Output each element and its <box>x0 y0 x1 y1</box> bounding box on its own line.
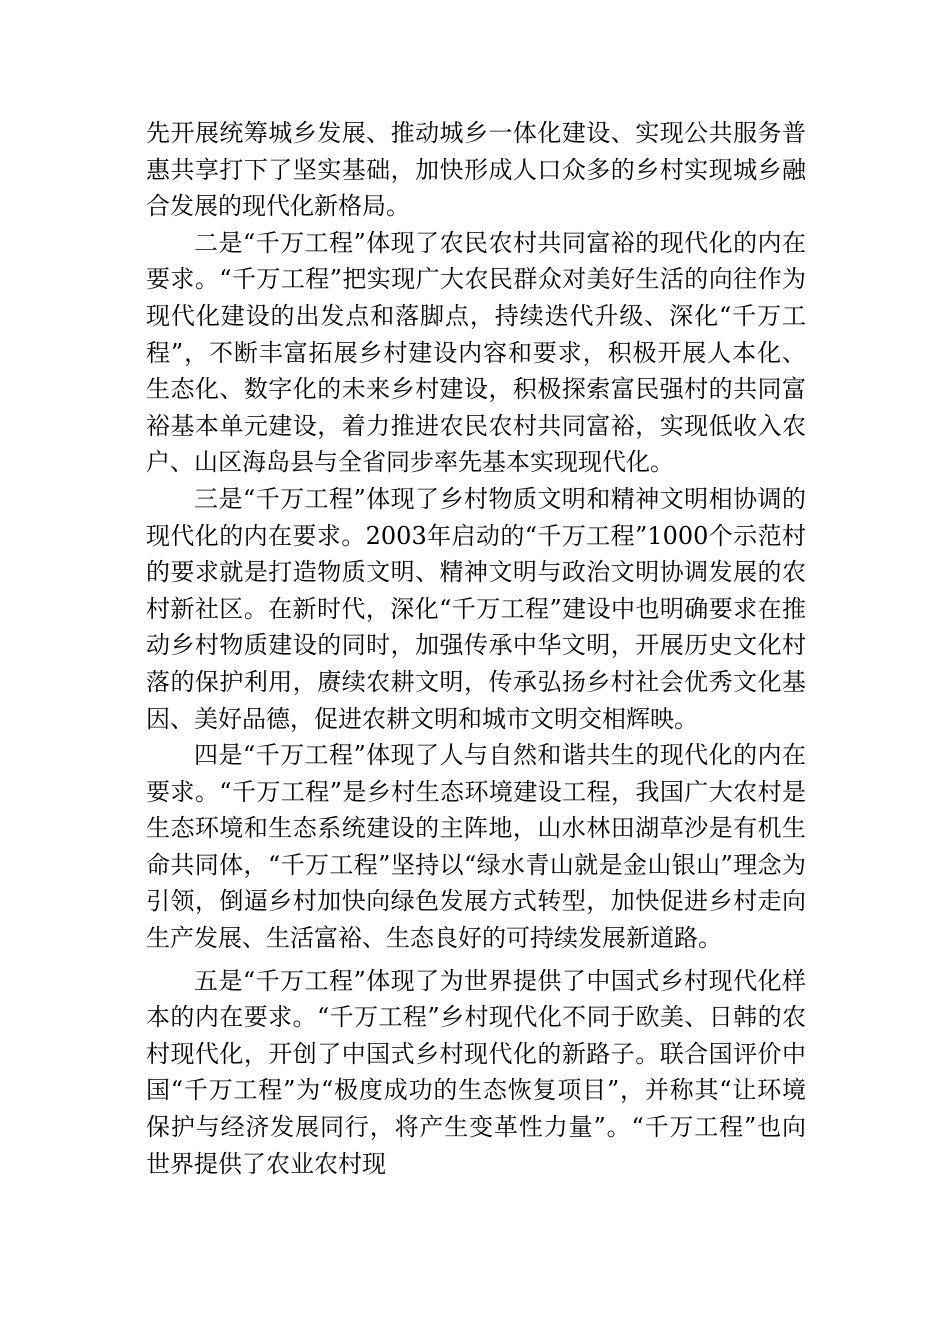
document-page <box>146 115 806 1182</box>
paragraph-1: 先开展统筹城乡发展、推动城乡一体化建设、实现公共服务普惠共享打下了坚实基础，加快形成人口众多的乡村实现城乡融合发展的现代化新格局。 <box>146 119 806 221</box>
paragraph-4: 四是“千万工程”体现了人与自然和谐共生的现代化的内在要求。“千万工程”是乡村生态环境建设工程，我国广大农村是生态环境和生态系统建设的主阵地，山水林田湖草沙是有机生命共同体，“千万工程”坚持以“绿水青山就是金山银山”理念为引领，倒逼乡村加快向绿色发展方式转型，加快促进乡村走向生产发展、生活富裕、生态良好的可持续发展新道路。 <box>146 741 806 953</box>
paragraph-3: 三是“千万工程”体现了乡村物质文明和精神文明相协调的现代化的内在要求。2003年启动的“千万工程”1000个示范村的要求就是打造物质文明、精神文明与政治文明协调发展的农村新社区。在新时代，深化“千万工程”建设中也明确要求在推动乡村物质建设的同时，加强传承中华文明，开展历史文化村落的保护利用，赓续农耕文明，传承弘扬乡村社会优秀文化基因、美好品德，促进农耕文明和城市文明交相辉映。 <box>146 484 806 733</box>
paragraph-5: 五是“千万工程”体现了为世界提供了中国式乡村现代化样本的内在要求。“千万工程”乡村现代化不同于欧美、日韩的农村现代化，开创了中国式乡村现代化的新路子。联合国评价中国“千万工程”为“极度成功的生态恢复项目”，并称其“让环境保护与经济发展同行，将产生变革性力量”。“千万工程”也向世界提供了农业农村现 <box>146 966 806 1178</box>
paragraph-2: 二是“千万工程”体现了农民农村共同富裕的现代化的内在要求。“千万工程”把实现广大农民群众对美好生活的向往作为现代化建设的出发点和落脚点，持续迭代升级、深化“千万工程”，不断丰富拓展乡村建设内容和要求，积极开展人本化、生态化、数字化的未来乡村建设，积极探索富民强村的共同富裕基本单元建设，着力推进农民农村共同富裕，实现低收入农户、山区海岛县与全省同步率先基本实现现代化。 <box>146 228 806 477</box>
